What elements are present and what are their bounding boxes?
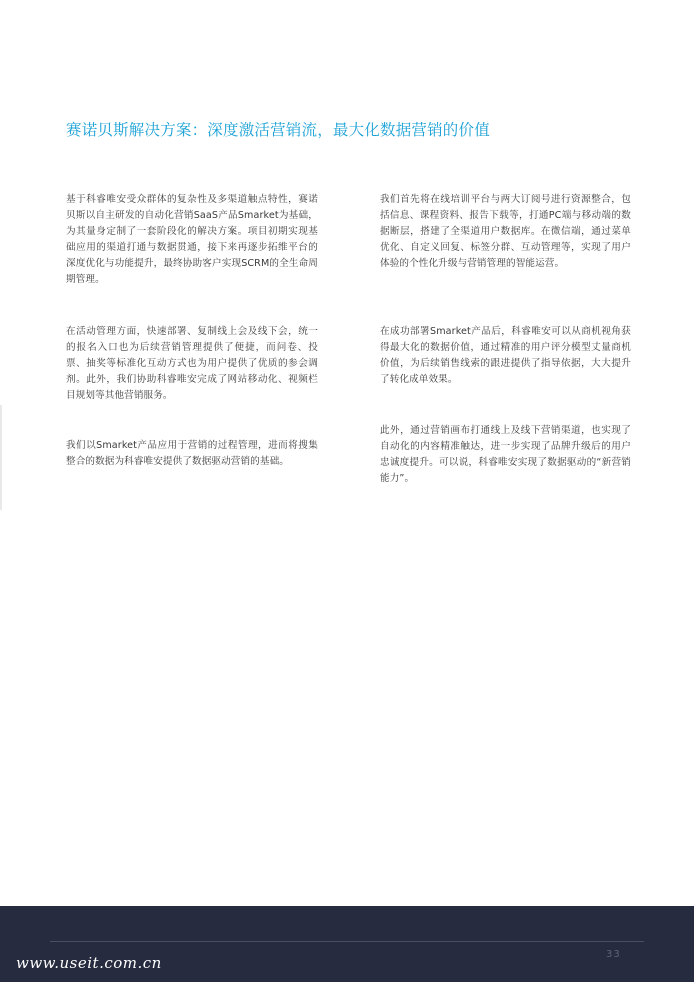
right-paragraph-1: 我们首先将在线培训平台与两大订阅号进行资源整合，包括信息、课程资料、报告下载等，打通PC端与移动端的数据断层，搭建了全渠道用户数据库。在微信端，通过菜单优化、自定义回复、标签分群、互动管理等，实现了用户体验的个性化升级与营销管理的智能运营。: [380, 194, 631, 269]
page-number: 33: [606, 949, 621, 960]
footer-divider: [50, 941, 644, 942]
left-paragraph-2: 在活动管理方面，快速部署、复制线上会及线下会，统一的报名入口也为后续营销管理提供了便捷，而问卷、投票、抽奖等标准化互动方式也为用户提供了优质的参会调剂。此外，我们协助科睿唯安完成了网站移动化、视频栏目规划等其他营销服务。: [66, 326, 318, 401]
page-footer: [0, 906, 694, 982]
left-paragraph-1: 基于科睿唯安受众群体的复杂性及多渠道触点特性，赛诺贝斯以自主研发的自动化营销SaaS产品Smarket为基础，为其量身定制了一套阶段化的解决方案。项目初期实现基础应用的渠道打通与数据贯通，接下来再逐步拓维平台的深度优化与功能提升，最终协助客户实现SCRM的全生命周期管理。: [66, 194, 318, 285]
left-margin-bar: [0, 405, 2, 510]
section-heading: 赛诺贝斯解决方案：深度激活营销流，最大化数据营销的价值: [66, 121, 490, 139]
right-paragraph-3: 此外，通过营销画布打通线上及线下营销渠道，也实现了自动化的内容精准触达，进一步实现了品牌升级后的用户忠诚度提升。可以说，科睿唯安实现了数据驱动的“新营销能力”。: [380, 425, 631, 484]
site-watermark: www.useit.com.cn: [16, 954, 162, 972]
left-paragraph-3: 我们以Smarket产品应用于营销的过程管理，进而将搜集整合的数据为科睿唯安提供了数据驱动营销的基础。: [66, 440, 318, 467]
right-paragraph-2: 在成功部署Smarket产品后，科睿唯安可以从商机视角获得最大化的数据价值，通过精准的用户评分模型丈量商机价值，为后续销售线索的跟进提供了指导依据，大大提升了转化成单效果。: [380, 326, 631, 385]
